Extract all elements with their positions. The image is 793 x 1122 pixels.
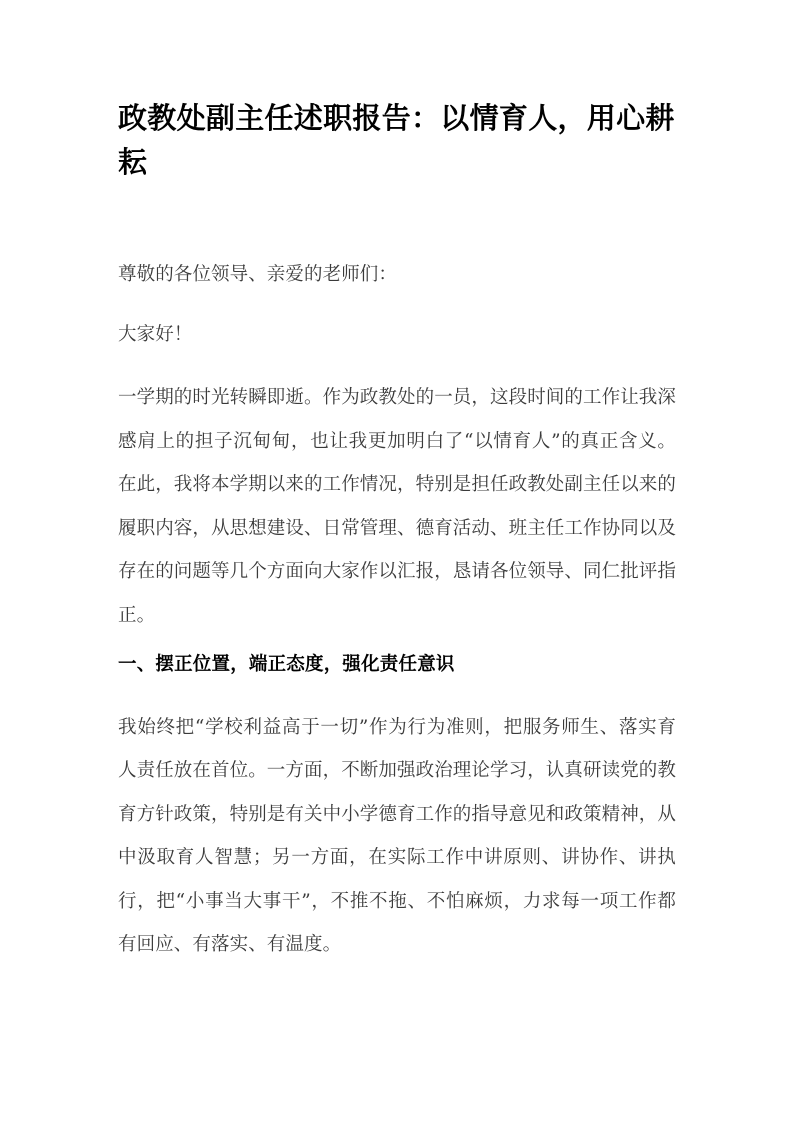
document-title: 政教处副主任述职报告：以情育人，用心耕耘 [118,101,675,179]
intro-paragraph: 一学期的时光转瞬即逝。作为政教处的一员，这段时间的工作让我深感肩上的担子沉甸甸，也让我更加明白了“以情育人”的真正含义。在此，我将本学期以来的工作情况，特别是担任政教处副主任以来的履职内容，从思想建设、日常管理、德育活动、班主任工作协同以及存在的问题等几个方面向大家作以汇报，恳请各位领导、同仁批评指正。 [118,387,677,626]
salutation: 尊敬的各位领导、亲爱的老师们： [118,264,398,285]
greeting: 大家好！ [118,323,193,345]
section-1-heading: 一、摆正位置，端正态度，强化责任意识 [118,654,455,675]
section-1-paragraph: 我始终把“学校利益高于一切”作为行为准则，把服务师生、落实育人责任放在首位。一方面，不断加强政治理论学习，认真研读党的教育方针政策，特别是有关中小学德育工作的指导意见和政策精神，从中汲取育人智慧；另一方面，在实际工作中讲原则、讲协作、讲执行，把“小事当大事干”，不推不拖、不怕麻烦，力求每一项工作都有回应、有落实、有温度。 [118,716,677,955]
